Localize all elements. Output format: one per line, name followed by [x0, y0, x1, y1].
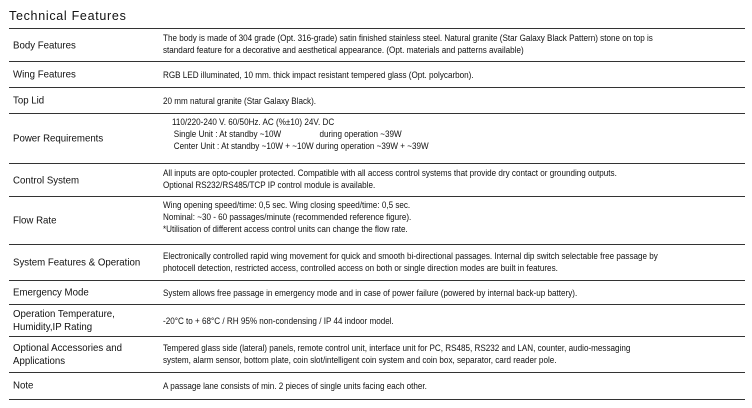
value-line: Tempered glass side (lateral) panels, remote control unit, interface unit for PC, RS485, RS232 and LAN, counter, audio-messaging	[163, 343, 631, 353]
table-row	[9, 372, 745, 400]
value-line: Electronically controlled rapid wing movement for quick and smooth bi-directional passages. Internal dip switch selectable free passage by	[163, 251, 658, 261]
value-line: standard feature for a decorative and aesthetical appearance. (Opt. materials and patterns available)	[163, 45, 524, 55]
value-line: Single Unit : At standby ~10W during operation ~39W	[173, 129, 402, 139]
value-line: RGB LED illuminated, 10 mm. thick impact resistant tempered glass (Opt. polycarbon).	[163, 70, 474, 80]
row-value	[163, 69, 694, 81]
value-line: *Utilisation of different access control units can change the flow rate.	[163, 224, 408, 234]
row-label: Power Requirements	[13, 132, 104, 145]
row-value	[163, 342, 694, 366]
row-value	[163, 287, 694, 299]
value-line: Wing opening speed/time: 0,5 sec. Wing closing speed/time: 0,5 sec.	[163, 200, 411, 210]
section-title: Technical Features	[9, 9, 127, 23]
row-label: System Features & Operation	[13, 256, 141, 269]
row-label: Top Lid	[13, 94, 45, 107]
row-value	[163, 315, 694, 327]
table-row	[9, 280, 745, 305]
value-line: System allows free passage in emergency mode and in case of power failure (powered by internal back-up battery).	[163, 288, 578, 298]
value-line: The body is made of 304 grade (Opt. 316-grade) satin finished stainless steel. Natural granite (Star Galaxy Black Pattern) stone on top is	[163, 33, 653, 43]
row-value	[163, 380, 694, 392]
row-label: Emergency Mode	[13, 286, 89, 299]
row-value	[163, 250, 694, 274]
row-label: Note	[13, 379, 34, 392]
table-row	[9, 163, 745, 197]
row-label: Wing Features	[13, 68, 76, 81]
row-value	[163, 32, 694, 56]
value-line: All inputs are opto-coupler protected. Compatible with all access control systems that provide dry contact or grounding outputs.	[163, 168, 617, 178]
row-value	[163, 116, 694, 152]
value-line: photocell detection, restricted access, controlled access on both or single direction modes are built in features.	[163, 263, 558, 273]
value-line: 20 mm natural granite (Star Galaxy Black).	[163, 96, 317, 106]
table-row	[9, 61, 745, 88]
row-label: Optional Accessories and Applications	[13, 342, 123, 367]
row-label: Operation Temperature, Humidity,IP Rating	[13, 308, 115, 333]
row-label: Flow Rate	[13, 214, 57, 227]
row-value	[163, 167, 694, 191]
value-line: Nominal: ~30 - 60 passages/minute (recommended reference figure).	[163, 212, 412, 222]
value-line: -20°C to + 68°C / RH 95% non-condensing / IP 44 indoor model.	[163, 316, 394, 326]
table-row	[9, 28, 745, 62]
row-value	[163, 199, 694, 235]
value-line: A passage lane consists of min. 2 pieces of single units facing each other.	[163, 381, 427, 391]
table-row	[9, 196, 745, 245]
value-line: system, alarm sensor, bottom plate, coin slot/intelligent coin system and coin box, separator, card reader pole.	[163, 355, 557, 365]
row-value	[163, 95, 694, 107]
value-line: Optional RS232/RS485/TCP IP control module is available.	[163, 180, 376, 190]
table-row	[9, 304, 745, 337]
table-row	[9, 113, 745, 164]
value-line: 110/220-240 V. 60/50Hz. AC (%±10) 24V. DC	[172, 117, 335, 127]
value-line: Center Unit : At standby ~10W + ~10W during operation ~39W + ~39W	[173, 141, 429, 151]
table-row	[9, 87, 745, 114]
table-row	[9, 336, 745, 373]
table-row	[9, 244, 745, 281]
row-label: Body Features	[13, 39, 76, 51]
row-label: Control System	[13, 174, 80, 186]
